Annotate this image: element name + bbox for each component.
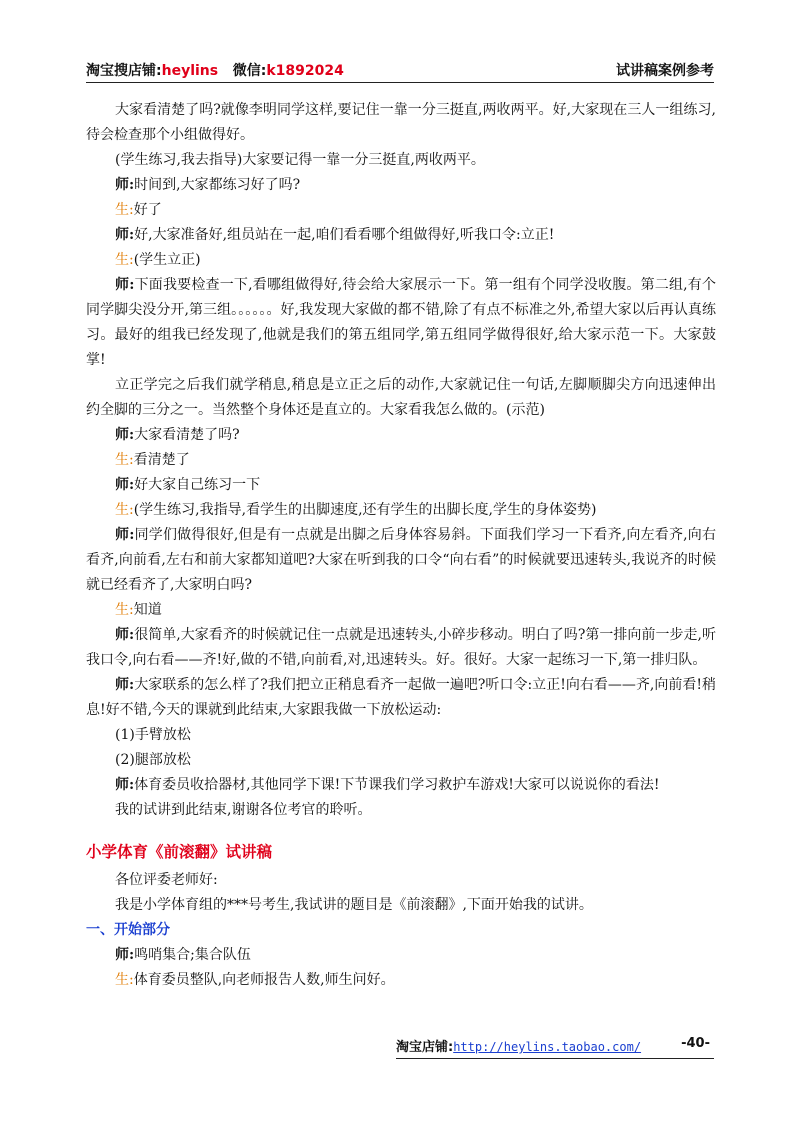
student-line [86,598,716,623]
teacher-label: 师: [115,427,135,443]
dialogue-text: 鸣哨集合;集合队伍 [134,947,251,963]
dialogue-text: 体育委员整队,向老师报告人数,师生问好。 [133,972,395,988]
dialogue-text: 很简单,大家看齐的时候就记住一点就是迅速转头,小碎步移动。明白了吗?第一排向前一步走,听我口令,向右看——齐!好,做的不错,向前看,对,迅速转头。好。很好。大家一起练习一下,第一排归队。 [86,627,717,668]
teacher-line [86,943,716,968]
wechat-label: 微信: [232,63,267,79]
paragraph: 我的试讲到此结束,谢谢各位考官的聆听。 [115,802,372,818]
shop-label: 淘宝搜店铺: [86,63,162,79]
teacher-label: 师: [115,777,135,793]
student-label: 生: [115,452,134,468]
teacher-line [86,673,716,723]
student-line [86,448,716,473]
teacher-label: 师: [115,677,135,693]
student-label: 生: [115,972,134,988]
teacher-line [86,773,716,798]
footer-link[interactable]: http://heylins.taobao.com/ [453,1040,642,1054]
dialogue-text: 大家看清楚了吗? [134,427,240,443]
page-number: -40- [681,1036,710,1051]
teacher-label: 师: [115,177,135,193]
teacher-label: 师: [115,527,135,543]
teacher-line [86,173,716,198]
page-header [86,52,714,83]
header-shop-info [86,60,344,80]
teacher-label: 师: [115,227,135,243]
dialogue-text: 好了 [133,202,162,218]
dialogue-text: 体育委员收拾器材,其他同学下课!下节课我们学习救护车游戏!大家可以说说你的看法! [134,777,660,793]
dialogue-text: 下面我要检查一下,看哪组做得好,待会给大家展示一下。第一组有个同学没收腹。第二组,有个同学脚尖没分开,第三组。。。。。。好,我发现大家做的都不错,除了有点不标准之外,希望大家以后再认真练习。最好的组我已经发现了,他就是我们的第五组同学,第五组同学做得很好,给大家示范一下。大家鼓掌! [86,277,716,368]
section-heading: 一、开始部分 [86,922,170,938]
teacher-label: 师: [115,627,135,643]
teacher-line [86,273,716,373]
student-line [86,498,716,523]
student-label: 生: [115,202,134,218]
student-label: 生: [115,252,134,268]
dialogue-text: 看清楚了 [133,452,190,468]
greeting: 各位评委老师好: [115,872,218,888]
shop-name: heylins [161,63,219,79]
dialogue-text: (学生练习,我指导,看学生的出脚速度,还有学生的出脚长度,学生的身体姿势) [133,502,597,518]
page-footer [396,1036,714,1059]
dialogue-text: 大家联系的怎么样了?我们把立正稍息看齐一起做一遍吧?听口令:立正!向右看——齐,向前看!稍息!好不错,今天的课就到此结束,大家跟我做一下放松运动: [86,677,716,718]
section-title: 小学体育《前滚翻》试讲稿 [86,842,273,861]
dialogue-text: 好,大家准备好,组员站在一起,咱们看看哪个组做得好,听我口令:立正! [134,227,555,243]
list-item: (1)手臂放松 [115,727,191,743]
teacher-label: 师: [115,947,135,963]
header-title: 试讲稿案例参考 [616,63,714,79]
paragraph: 大家看清楚了吗?就像李明同学这样,要记住一靠一分三挺直,两收两平。好,大家现在三人一组练习,待会检查那个小组做得好。 [86,102,716,143]
teacher-line [86,423,716,448]
list-item: (2)腿部放松 [115,752,191,768]
student-label: 生: [115,502,134,518]
teacher-line [86,623,716,673]
teacher-line [86,523,716,598]
teacher-label: 师: [115,477,135,493]
dialogue-text: 知道 [133,602,162,618]
teacher-line [86,473,716,498]
student-line [86,248,716,273]
wechat-id: k1892024 [266,63,344,79]
dialogue-text: 同学们做得很好,但是有一点就是出脚之后身体容易斜。下面我们学习一下看齐,向左看齐,向右看齐,向前看,左右和前大家都知道吧?大家在听到我的口令“向右看”的时候就要迅速转头,我说齐的时候就已经看齐了,大家明白吗? [86,527,716,593]
dialogue-text: 好大家自己练习一下 [134,477,261,493]
paragraph: 立正学完之后我们就学稍息,稍息是立正之后的动作,大家就记住一句话,左脚顺脚尖方向迅速伸出约全脚的三分之一。当然整个身体还是直立的。大家看我怎么做的。(示范) [86,377,716,418]
student-line [86,198,716,223]
dialogue-text: (学生立正) [133,252,201,268]
footer-label: 淘宝店铺: [396,1040,454,1055]
document-body [86,98,716,993]
paragraph: 我是小学体育组的***号考生,我试讲的题目是《前滚翻》,下面开始我的试讲。 [115,897,593,913]
student-line [86,968,716,993]
student-label: 生: [115,602,134,618]
dialogue-text: 时间到,大家都练习好了吗? [134,177,301,193]
teacher-label: 师: [115,277,135,293]
paragraph: (学生练习,我去指导)大家要记得一靠一分三挺直,两收两平。 [115,152,485,168]
teacher-line [86,223,716,248]
